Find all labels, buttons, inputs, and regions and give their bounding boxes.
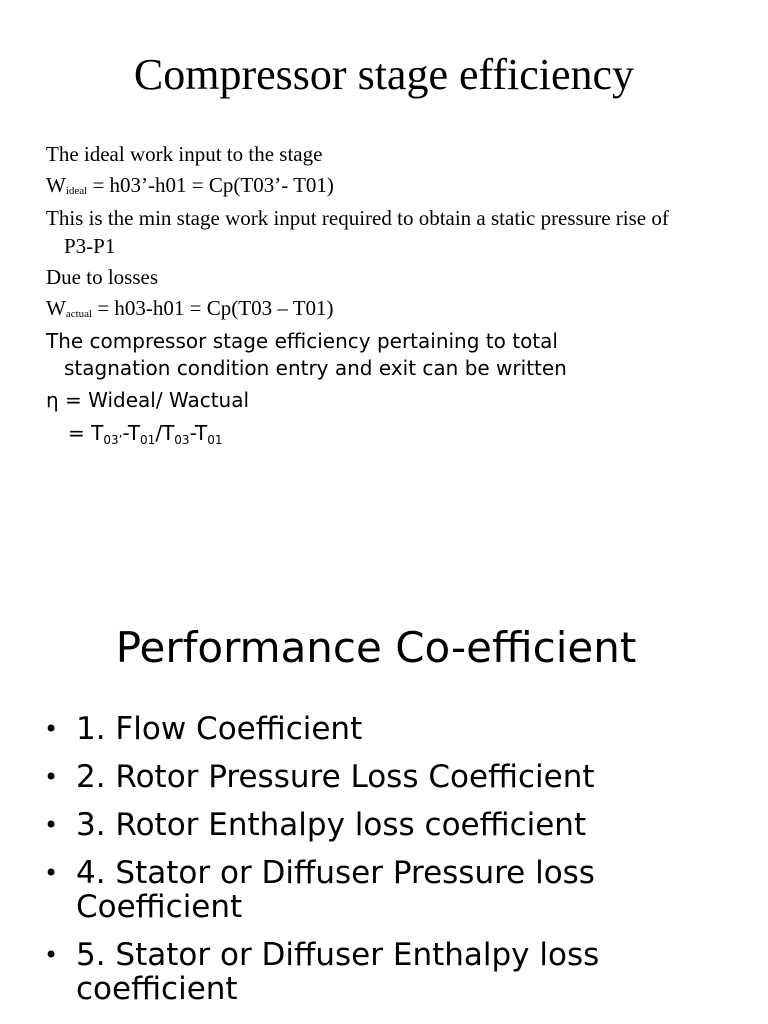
text-line: stagnation condition entry and exit can be written	[64, 356, 567, 380]
list-item	[44, 808, 744, 842]
text-line: P3-P1	[64, 234, 116, 258]
text-line: The ideal work input to the stage	[46, 142, 323, 166]
equation-text: = h03’-h01 = Cp(T03’- T01)	[87, 173, 334, 197]
slide-performance-coefficient	[0, 510, 768, 1024]
coefficient-list	[44, 712, 744, 1020]
list-item	[44, 856, 744, 924]
text-line: This is the min stage work input required to obtain a static pressure rise of	[46, 206, 669, 230]
variable: W	[46, 173, 66, 197]
equation-text: -T	[189, 421, 208, 445]
subscript: 03	[174, 433, 190, 447]
equation-text: -T	[122, 421, 141, 445]
subscript: 01	[207, 433, 223, 447]
equation-temperature-ratio	[68, 420, 222, 453]
equation-w-ideal	[46, 172, 334, 204]
variable: W	[46, 296, 66, 320]
text-line: Due to losses	[46, 265, 158, 289]
list-item-text: 3. Rotor Enthalpy loss coefficient	[76, 807, 587, 843]
slide-compressor-efficiency	[0, 0, 768, 510]
list-item-text: 2. Rotor Pressure Loss Coefficient	[76, 759, 595, 795]
bullet-icon: •	[44, 941, 59, 969]
equation-text: = T	[68, 421, 104, 445]
equation-eta: η = Wideal/ Wactual	[46, 388, 250, 412]
list-item-text: 4. Stator or Diffuser Pressure loss Coefficient	[76, 855, 595, 925]
subscript: 01	[140, 433, 156, 447]
equation-w-actual	[46, 295, 334, 327]
bullet-icon: •	[44, 811, 59, 839]
subscript: actual	[65, 308, 93, 320]
list-item	[44, 938, 744, 1006]
bullet-icon: •	[44, 763, 59, 791]
list-item	[44, 760, 744, 794]
list-item-text: 5. Stator or Diffuser Enthalpy loss coefficient	[76, 937, 600, 1007]
subscript: 03’	[103, 433, 123, 447]
bullet-icon: •	[44, 859, 59, 887]
list-item	[44, 712, 744, 746]
text-line: The compressor stage efficiency pertaining to total	[46, 329, 558, 353]
slide-title: Performance Co-efficient	[115, 623, 637, 672]
list-item-text: 1. Flow Coefficient	[76, 711, 363, 747]
bullet-icon: •	[44, 715, 59, 743]
subscript: ideal	[65, 185, 88, 197]
slide-title: Compressor stage efficiency	[133, 50, 635, 99]
equation-text: = h03-h01 = Cp(T03 – T01)	[92, 296, 334, 320]
equation-text: /T	[155, 421, 175, 445]
